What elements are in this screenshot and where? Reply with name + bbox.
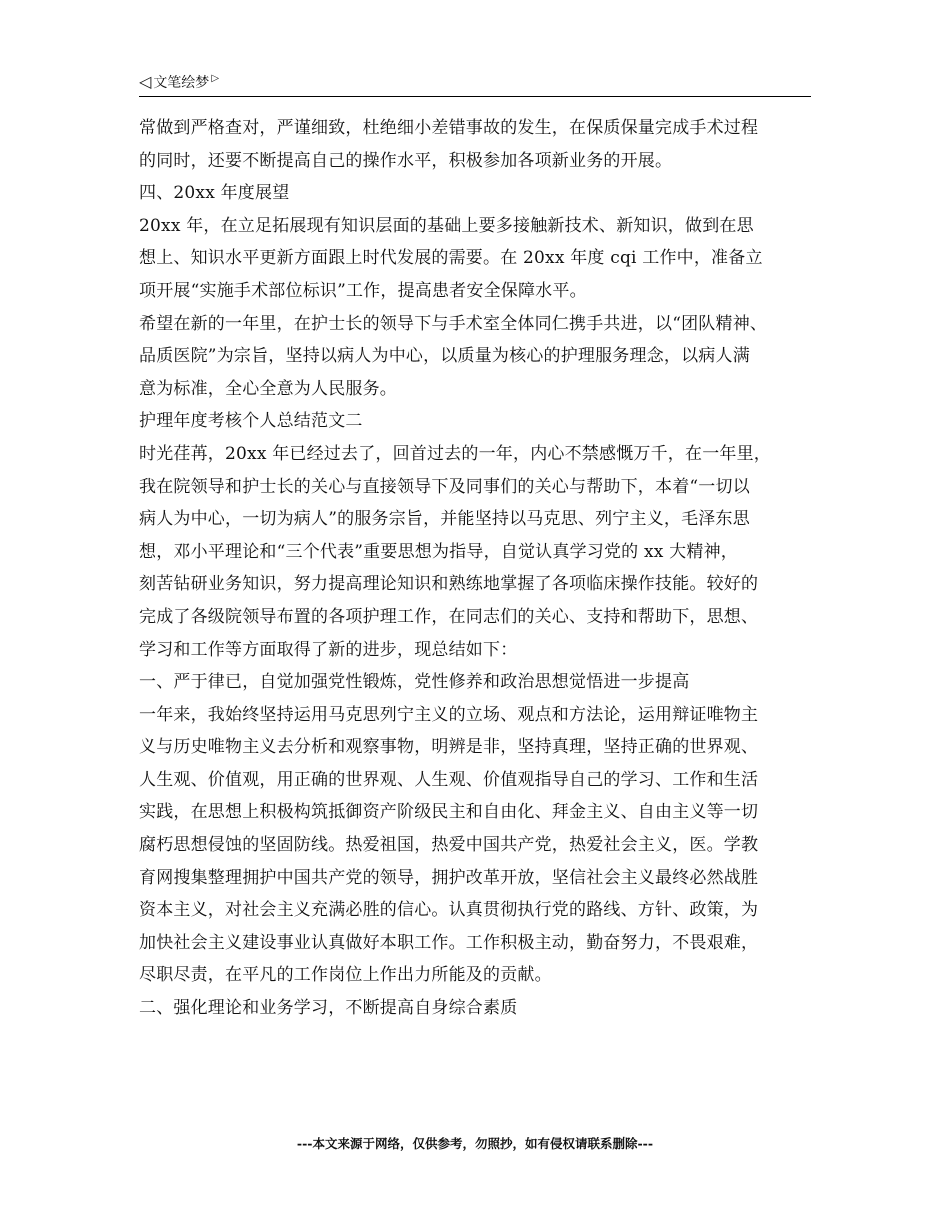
text-line: 腐朽思想侵蚀的坚固防线。热爱祖国，热爱中国共产党，热爱社会主义，医。学教 — [139, 835, 759, 856]
text-line: 人生观、价值观，用正确的世界观、人生观、价值观指导自己的学习、工作和生活 — [139, 769, 759, 790]
text-line: 尽职尽责，在平凡的工作岗位上作出力所能及的贡献。 — [139, 965, 552, 986]
text-line: 义与历史唯物主义去分析和观察事物，明辨是非，坚持真理，坚持正确的世界观、 — [139, 737, 759, 758]
brand-logo — [139, 72, 219, 92]
text-line: 的同时，还要不断提高自己的操作水平，积极参加各项新业务的开展。 — [139, 150, 673, 171]
page-footer: ---本文来源于网络，仅供参考，勿照抄，如有侵权请联系删除--- — [296, 1136, 654, 1151]
text-line: 二、强化理论和业务学习，不断提高自身综合素质 — [139, 998, 518, 1019]
text-line: 护理年度考核个人总结范文二 — [139, 411, 363, 432]
text-line: 一、严于律已，自觉加强党性锻炼，党性修养和政治思想觉悟进一步提高 — [139, 672, 690, 693]
text-line: 想上、知识水平更新方面跟上时代发展的需要。在 20xx 年度 cqi 工作中，准备立 — [139, 248, 763, 269]
brand-name: 文笔绘梦 — [153, 75, 210, 91]
text-line: 20xx 年，在立足拓展现有知识层面的基础上要多接触新技术、新知识，做到在思 — [139, 215, 754, 236]
text-line: 育网搜集整理拥护中国共产党的领导，拥护改革开放，坚信社会主义最终必然战胜 — [139, 867, 759, 888]
text-line: 项开展“实施手术部位标识”工作，提高患者安全保障水平。 — [139, 280, 587, 301]
text-line: 品质医院”为宗旨，坚持以病人为中心，以质量为核心的护理服务理念，以病人满 — [139, 346, 750, 367]
page-header — [139, 70, 811, 97]
text-line: 加快社会主义建设事业认真做好本职工作。工作积极主动，勤奋努力，不畏艰难， — [139, 932, 759, 953]
text-line: 实践，在思想上积极构筑抵御资产阶级民主和自由化、拜金主义、自由主义等一切 — [139, 802, 759, 823]
text-line: 病人为中心，一切为病人”的服务宗旨，并能坚持以马克思、列宁主义，毛泽东思 — [139, 509, 750, 530]
text-line: 时光荏苒，20xx 年已经过去了，回首过去的一年，内心不禁感慨万千，在一年里， — [139, 443, 772, 464]
text-line: 资本主义，对社会主义充满必胜的信心。认真贯彻执行党的路线、方针、政策，为 — [139, 900, 759, 921]
text-line: 一年来，我始终坚持运用马克思列宁主义的立场、观点和方法论，运用辩证唯物主 — [139, 704, 759, 725]
text-line: 想，邓小平理论和“三个代表”重要思想为指导，自觉认真学习党的 xx 大精神， — [139, 541, 738, 562]
text-line: 希望在新的一年里，在护士长的领导下与手术室全体同仁携手共进，以“团队精神、 — [139, 313, 768, 334]
text-line: 学习和工作等方面取得了新的进步，现总结如下： — [139, 639, 518, 660]
text-line: 四、20xx 年度展望 — [139, 183, 290, 204]
left-triangle-icon: ◁ — [139, 72, 152, 91]
right-triangle-icon: ▷ — [211, 73, 220, 84]
text-line: 常做到严格查对，严谨细致，杜绝细小差错事故的发生，在保质保量完成手术过程 — [139, 118, 759, 138]
document-body — [139, 112, 825, 1025]
text-line: 意为标准，全心全意为人民服务。 — [139, 378, 397, 399]
text-line: 刻苦钻研业务知识，努力提高理论知识和熟练地掌握了各项临床操作技能。较好的 — [139, 574, 759, 595]
text-line: 我在院领导和护士长的关心与直接领导下及同事们的关心与帮助下，本着“一切以 — [139, 476, 750, 497]
text-line: 完成了各级院领导布置的各项护理工作，在同志们的关心、支持和帮助下，思想、 — [139, 606, 759, 627]
